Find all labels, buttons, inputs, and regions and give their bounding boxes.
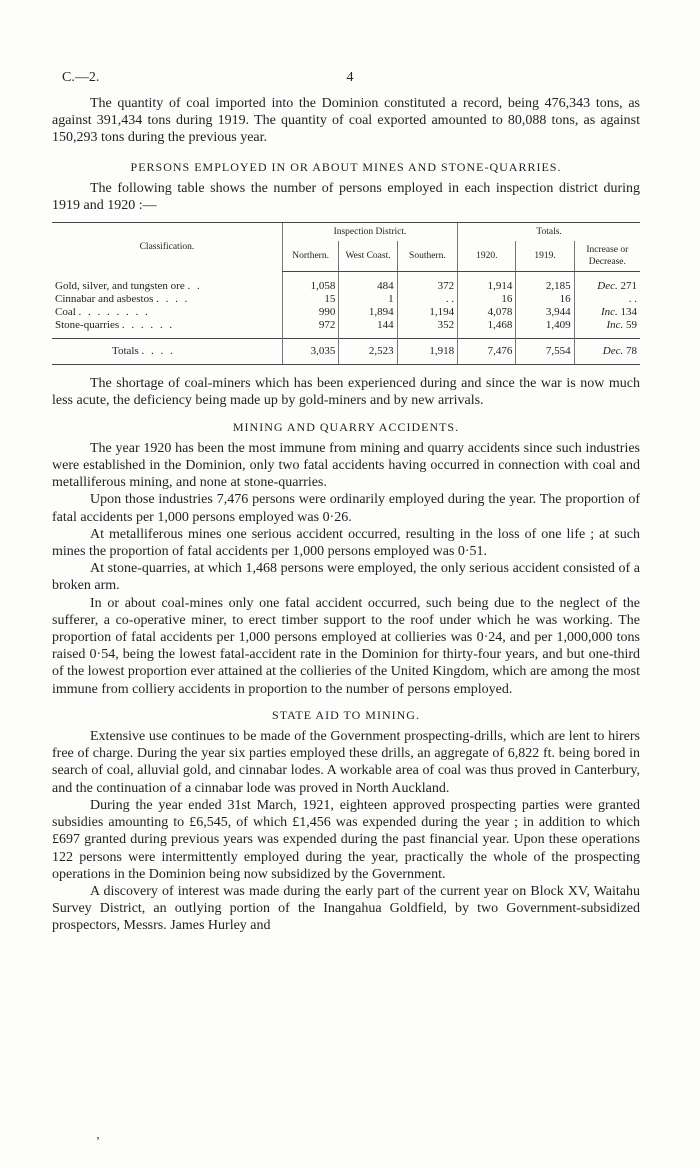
cell-southern: 1,194 [397,306,457,319]
cell-southern: 372 [397,272,457,294]
column-header-classification: Classification. [52,223,282,272]
cell-northern: 1,058 [282,272,339,294]
cell-northern: 972 [282,319,339,339]
paragraph-accidents-4: At stone-quarries, at which 1,468 persons were employed, the only serious accident consisted of a broken arm. [52,561,640,594]
paragraph-state-aid-2: During the year ended 31st March, 1921, eighteen approved prospecting parties were granted subsidies amounting to £6,545, of which £1,456 was expended during the year ; in addition to which £697 granted during previous years was expended during the past financial year. Upon these operations 122 persons were intermittently employed during the year, practically the whole of the prospecting operations in the Dominion being now subsidized by the Government. [52,797,640,882]
paragraph-state-aid-3: A discovery of interest was made during the early part of the current year on Block XV, Waitahu Survey District, an outlying portion of the Inangahua Goldfield, by two Government-subsidized prospectors, Messrs. James Hurley and [52,883,640,934]
cell-change-value: 59 [626,319,637,332]
column-header-increase-decrease: Increase or Decrease. [574,241,640,272]
leader-dots: . . . . [156,293,190,306]
total-1919: 7,554 [516,339,574,365]
paragraph-accidents-5: In or about coal-mines only one fatal accident occurred, such being due to the neglect of the sufferer, a co-operative miner, to erect timber support to the roof under which he was working. The proportion of fatal accidents per 1,000 persons employed at collieries was 0·24, and per 1,000,000 tons raised 0·54, being the lowest fatal-accident rate in the Dominion for thirty-four years, and but one-third of the lowest proportion ever attained at the collieries of the United Kingdom, which are among the most immune from colliery accidents in proportion to the number of persons employed. [52,595,640,697]
table-row [52,319,640,339]
paragraph-accidents-1: The year 1920 has been the most immune from mining and quarry accidents since such industries were established in the Dominion, only two fatal accidents having occurred in connection with coal and metalliferous mining, and none at stone-quarries. [52,440,640,491]
paragraph-state-aid-1: Extensive use continues to be made of the Government prospecting-drills, which are lent to hirers free of charge. During the year six parties employed these drills, an aggregate of 6,822 ft. being bored in search of coal, alluvial gold, and cinnabar lodes. A workable area of coal was thus proved in Canterbury, and the continuation of a cinnabar lode was proved in North Auckland. [52,729,640,796]
cell-1920: 16 [458,293,516,306]
total-southern: 1,918 [397,339,457,365]
leader-dots: . . [187,279,202,292]
cell-west-coast: 1,894 [339,306,397,319]
page-number: 4 [346,70,354,85]
paragraph-shortage: The shortage of coal-miners which has been experienced during and since the war is now much less acute, the deficiency being made up by gold-miners and by new arrivals. [52,376,640,409]
paragraph-table-intro: The following table shows the number of persons employed in each inspection district during 1919 and 1920 :— [52,180,640,214]
cell-1919: 16 [516,293,574,306]
row-classification: Gold, silver, and tungsten ore [55,279,185,292]
cell-change-direction: Dec. [597,280,618,293]
page-header [62,70,638,88]
column-header-northern: Northern. [282,241,339,272]
total-1920: 7,476 [458,339,516,365]
cell-1919: 2,185 [516,272,574,294]
total-northern: 3,035 [282,339,339,365]
table-totals-row [52,339,640,365]
section-heading-persons-employed: PERSONS EMPLOYED IN OR ABOUT MINES AND STONE-QUARRIES. [130,159,562,174]
column-header-1919: 1919. [516,241,574,272]
cell-west-coast: 144 [339,319,397,339]
column-header-west-coast: West Coast. [339,241,397,272]
paragraph-accidents-2: Upon those industries 7,476 persons were ordinarily employed during the year. The proportion of fatal accidents per 1,000 persons employed was 0·26. [52,492,640,525]
document-reference: C.—2. [62,70,100,85]
cell-change-value: 271 [620,280,637,293]
cell-change-direction: Inc. [606,319,624,332]
cell-change-direction: Inc. [600,306,618,319]
cell-west-coast: 484 [339,272,397,294]
cell-southern: 352 [397,319,457,339]
row-classification: Cinnabar and asbestos [55,293,154,306]
cell-west-coast: 1 [339,293,397,306]
cell-1920: 1,914 [458,272,516,294]
paragraph-coal-imports: The quantity of coal imported into the Dominion constituted a record, being 476,343 tons, as against 391,434 tons during 1919. The quantity of coal exported amounted to 80,088 tons, as against 150,293 tons during the previous year. [52,96,640,146]
table-row [52,293,640,306]
column-header-southern: Southern. [397,241,457,272]
table-row [52,272,640,294]
section-heading-state-aid: STATE AID TO MINING. [272,707,420,722]
cell-1919: 3,944 [516,306,574,319]
document-body [52,95,640,935]
cell-1919: 1,409 [516,319,574,339]
cell-change-value: . . [628,293,637,306]
total-west-coast: 2,523 [339,339,397,365]
row-classification: Coal [55,306,76,319]
cell-change-value: 134 [620,306,637,319]
paragraph-accidents-3: At metalliferous mines one serious accident occurred, resulting in the loss of one life ; at such mines the proportion of fatal accidents per 1,000 persons employed was 0·51. [52,526,640,560]
column-group-inspection-district: Inspection District. [282,223,457,242]
persons-employed-table [52,222,640,365]
column-header-1920: 1920. [458,241,516,272]
cell-northern: 990 [282,306,339,319]
leader-dots: . . . . [141,345,175,358]
total-change-direction: Dec. [602,345,624,358]
page-mark: ʼ [96,1134,100,1148]
section-heading-accidents: MINING AND QUARRY ACCIDENTS. [232,419,460,434]
row-classification: Stone-quarries [55,319,120,332]
cell-1920: 1,468 [458,319,516,339]
cell-1920: 4,078 [458,306,516,319]
cell-southern: . . [397,293,457,306]
total-change-value: 78 [626,345,637,358]
leader-dots: . . . . . . . . [78,306,150,319]
column-group-totals: Totals. [458,223,640,242]
cell-northern: 15 [282,293,339,306]
totals-label: Totals [112,345,139,358]
table-row [52,306,640,319]
leader-dots: . . . . . . [121,319,175,332]
